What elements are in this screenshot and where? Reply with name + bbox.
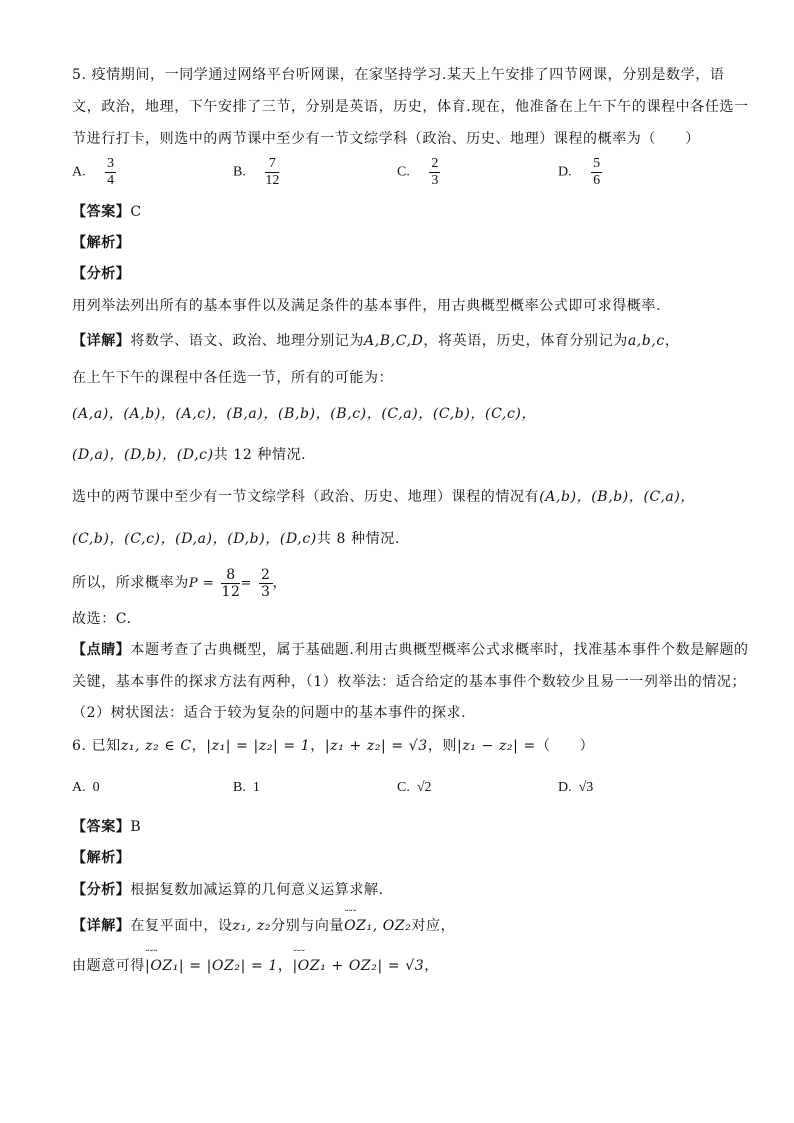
option-letter: A. (72, 780, 86, 795)
fraction-8-12 (221, 567, 240, 600)
probability-symbol: P = (188, 576, 215, 591)
fenxi-tag: 【分析】 (72, 882, 131, 898)
derivation-intro: 由题意可得 (72, 958, 145, 974)
q6-derivation-line (72, 956, 726, 976)
option-fraction (265, 156, 279, 189)
option-fraction (591, 156, 602, 189)
math-capitals: A,B,C,D (364, 333, 424, 349)
selected-intro: 选中的两节课中至少有一节文综学科（政治、历史、地理）课程的情况有 (72, 489, 540, 505)
option-letter: C. (397, 164, 410, 180)
answer-value: C (130, 204, 142, 220)
xiangjie-text-2: ，将英语，历史，体育分别记为 (423, 333, 628, 349)
q6-stem-prefix: 6. 已知 (72, 738, 121, 754)
comma: ， (310, 738, 325, 754)
option-letter: D. (558, 164, 572, 180)
probability-intro: 所以，所求概率为 (72, 575, 189, 591)
fraction-numerator: 2 (261, 566, 271, 583)
xiangjie-text: 将数学、语文、政治、地理分别记为 (130, 333, 365, 349)
xiangjie-text-3: ， (664, 333, 680, 349)
comma: ， (191, 738, 207, 754)
answer-tag: 【答案】 (72, 819, 131, 835)
q6-fenxi-line (72, 880, 726, 900)
q5-all-outcomes-intro: 在上午下午的课程中各任选一节，所有的可能为： (72, 370, 394, 386)
xiangjie-tag: 【详解】 (72, 918, 131, 934)
fraction-denominator: 3 (261, 583, 271, 600)
option-letter: B. (233, 780, 246, 795)
q5-pairs-line-2 (72, 445, 726, 465)
q5-pairs-line-1: (A,a)，(A,b)，(A,c)，(B,a)，(B,b)，(B,c)，(C,a)，(C,b)，(C,c)， (72, 406, 537, 422)
math-vectors: ˘˘˘ OZ₁, OZ₂ (344, 916, 411, 936)
q6-xiangjie-line (72, 916, 726, 936)
q6-then: ，则 (427, 738, 458, 754)
comma: ， (272, 575, 288, 591)
selected-pairs: (A,b)，(B,b)，(C,a)， (539, 489, 696, 505)
fraction-numerator: 5 (593, 156, 601, 171)
math-lowercase: a,b,c (627, 333, 665, 349)
q5-selected-line-1 (72, 487, 726, 507)
xiangjie-text: 在复平面中，设 (130, 918, 233, 934)
q5-conclusion: 故选：C. (72, 611, 132, 627)
dianjing-tag: 【点睛】 (72, 642, 131, 658)
q6-blank: （ ） (535, 738, 595, 754)
fraction-numerator: 7 (265, 156, 279, 173)
answer-tag: 【答案】 (72, 204, 131, 220)
option-value: 0 (92, 780, 100, 795)
q6-option-a (72, 780, 100, 796)
option-value: √2 (416, 780, 432, 795)
option-fraction (429, 156, 440, 189)
fraction-denominator: 12 (265, 173, 280, 188)
answer-value: B (130, 819, 142, 835)
q5-fenxi-text: 用列举法列出所有的基本事件以及满足条件的基本事件，用古典概型概率公式即可求得概率. (72, 298, 662, 314)
selected-pairs-2: (C,b)，(C,c)，(D,a)，(D,b)，(D,c) (72, 531, 317, 547)
fraction-denominator: 6 (593, 173, 601, 188)
q5-dianjing-line-3: （2）树状图法：适合于较为复杂的问题中的基本事件的探求. (72, 705, 467, 721)
fraction-2-3 (259, 567, 273, 600)
math-vector-sum-modulus: ˘˘˘ |OZ₁ + OZ₂| = √3 (292, 956, 424, 976)
math-vector-moduli: ˘˘˘ |OZ₁| = |OZ₂| = 1 (145, 956, 278, 976)
q6-answer-line (72, 817, 726, 837)
math-modulus-equal: |z₁| = |z₂| = 1 (206, 738, 311, 754)
comma: ， (277, 958, 293, 974)
fraction-numerator: 3 (107, 156, 115, 171)
fraction-numerator: 2 (431, 156, 439, 171)
option-letter: D. (558, 780, 572, 795)
q5-dianjing-line-2: 关键，基本事件的探求方法有两种，（1）枚举法：适合给定的基本事件个数较少且易一一列举出的情况； (72, 674, 747, 690)
q5-option-d (558, 156, 602, 189)
option-letter: B. (233, 164, 246, 180)
q5-option-a (72, 156, 116, 189)
math-z1-z2: z₁, z₂ (232, 918, 272, 934)
fraction-denominator: 3 (431, 173, 439, 188)
math-set: z₁, z₂ ∈ C (120, 738, 192, 754)
fenxi-text: 根据复数加减运算的几何意义运算求解. (130, 882, 384, 898)
math-modulus-sum: |z₁ + z₂| = √3 (324, 738, 428, 754)
q6-option-b (233, 780, 260, 796)
fraction-denominator: 12 (221, 583, 241, 600)
dianjing-text: 本题考查了古典概型，属于基础题.利用古典概型概率公式求概率时，找准基本事件个数是解题的 (130, 642, 749, 658)
q5-jiexi-tag: 【解析】 (72, 235, 131, 251)
fraction-numerator: 8 (221, 567, 240, 584)
option-letter: C. (397, 780, 410, 795)
equals-sign: = (240, 576, 252, 591)
selected-count: 共 8 种情况. (316, 531, 400, 547)
fraction-denominator: 4 (107, 173, 115, 188)
comma: ， (424, 958, 439, 974)
math-modulus-diff: |z₁ − z₂| = (457, 738, 536, 754)
option-fraction (105, 156, 116, 189)
q5-fenxi-tag: 【分析】 (72, 266, 131, 282)
q5-option-b (233, 156, 279, 189)
q5-stem-line-2: 文，政治，地理，下午安排了三节，分别是英语，历史，体育.现在，他准备在上午下午的课程中各任选一 (72, 99, 749, 115)
pairs: (D,a)，(D,b)，(D,c) (72, 447, 214, 463)
q6-jiexi-tag: 【解析】 (72, 850, 131, 866)
option-letter: A. (72, 164, 86, 180)
xiangjie-text-2: 分别与向量 (271, 918, 345, 934)
option-value: 1 (252, 780, 260, 795)
q5-stem-line-1: 5. 疫情期间，一同学通过网络平台听网课，在家坚持学习.某天上午安排了四节网课，分别是数学，语 (72, 67, 725, 83)
q6-option-c (397, 780, 432, 796)
option-value: √3 (578, 780, 594, 795)
q5-selected-line-2 (72, 529, 726, 549)
q5-answer-line (72, 202, 726, 222)
xiangjie-text-3: 对应， (411, 918, 456, 934)
xiangjie-tag: 【详解】 (72, 333, 131, 349)
pairs-count: 共 12 种情况. (213, 447, 307, 463)
q5-option-c (397, 156, 440, 189)
q5-dianjing-line-1 (72, 640, 749, 660)
q5-xiangjie-line-1 (72, 331, 726, 351)
q5-probability-line (72, 566, 726, 601)
q5-stem-line-3: 节进行打卡，则选中的两节课中至少有一节文综学科（政治、历史、地理）课程的概率为（ ） (72, 131, 700, 147)
q6-stem (72, 736, 726, 756)
q6-option-d (558, 780, 593, 796)
